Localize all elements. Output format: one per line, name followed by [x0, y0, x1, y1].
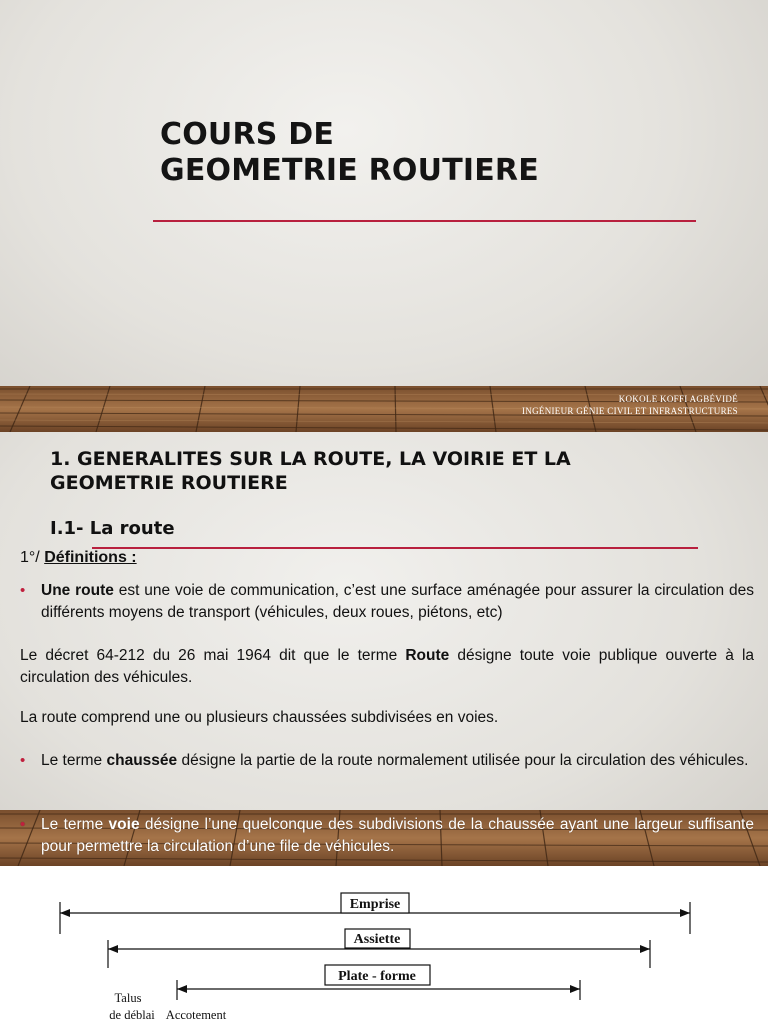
p2-text-pre: Le décret 64-212 du 26 mai 1964 dit que le terme: [20, 647, 406, 664]
paragraph-chaussee: [20, 750, 754, 772]
bullet-icon: •: [20, 752, 26, 769]
term-chaussee: chaussée: [106, 752, 178, 769]
assiette-arrow-right: [640, 945, 650, 953]
subsection-divider: [92, 547, 698, 549]
paragraph-voie: [20, 814, 754, 858]
p4-text-pre: Le terme: [41, 752, 107, 769]
definitions-title: Définitions :: [44, 549, 137, 566]
plateforme-arrow-left: [177, 985, 187, 993]
paragraph-decree: [20, 645, 754, 689]
emprise-arrow-right: [680, 909, 690, 917]
p1-text: est une voie de communication, c’est une surface aménagée pour assurer la circulation des différents moyens de transport (véhicules, deux roues, piétons, etc): [41, 582, 754, 621]
plateforme-label: Plate - forme: [338, 969, 416, 984]
plateforme-arrow-right: [570, 985, 580, 993]
emprise-label: Emprise: [349, 897, 401, 912]
p2-text-post: désigne toute voie publique ouverte à la circulation des véhicules.: [20, 647, 755, 686]
p5-text-post: désigne l’une quelconque des subdivisions de la chaussée ayant une largeur suffisante pour permettre la circulation d’une file de véhicules.: [41, 816, 754, 855]
content-slide: [0, 432, 768, 866]
title-divider: [153, 220, 696, 222]
section-heading-line1: 1. GENERALITES SUR LA ROUTE, LA VOIRIE ET LA: [50, 448, 571, 470]
road-profile-diagram: [0, 882, 768, 1024]
author-role: INGÉNIEUR GÉNIE CIVIL ET INFRASTRUCTURES: [522, 406, 738, 416]
section-heading-line2: GEOMETRIE ROUTIERE: [50, 472, 288, 494]
assiette-arrow-left: [108, 945, 118, 953]
section-heading: [50, 447, 740, 495]
author-block: [522, 393, 738, 417]
assiette-label: Assiette: [353, 932, 401, 947]
talus-label-line1: Talus: [114, 991, 142, 1005]
accotement-label: Accotement: [165, 1008, 227, 1022]
p4-text-post: désigne la partie de la route normalement utilisée pour la circulation des véhicules.: [177, 752, 749, 769]
term-voie: voie: [108, 816, 140, 833]
bullet-icon: •: [20, 582, 26, 599]
emprise-arrow-left: [60, 909, 70, 917]
paragraph-route-definition: [20, 580, 754, 624]
definitions-label: [20, 549, 137, 567]
slide-title-line1: COURS DE: [160, 117, 335, 152]
talus-label-line2: de déblai: [109, 1008, 155, 1022]
slide-title-line2: GEOMETRIE ROUTIERE: [160, 153, 539, 188]
slide-title: [160, 117, 720, 189]
bullet-icon: •: [20, 816, 26, 833]
subsection-heading: I.1- La route: [50, 518, 175, 539]
term-route-decree: Route: [405, 647, 450, 664]
paragraph-composition: La route comprend une ou plusieurs chaussées subdivisées en voies.: [20, 709, 499, 726]
road-profile-svg: [0, 882, 768, 1024]
term-route: Une route: [41, 582, 114, 599]
definitions-prefix: 1°/: [20, 549, 45, 566]
title-slide: [0, 0, 768, 432]
p5-text-pre: Le terme: [41, 816, 109, 833]
author-name: KOKOLE KOFFI AGBÉVIDÉ: [618, 394, 738, 404]
